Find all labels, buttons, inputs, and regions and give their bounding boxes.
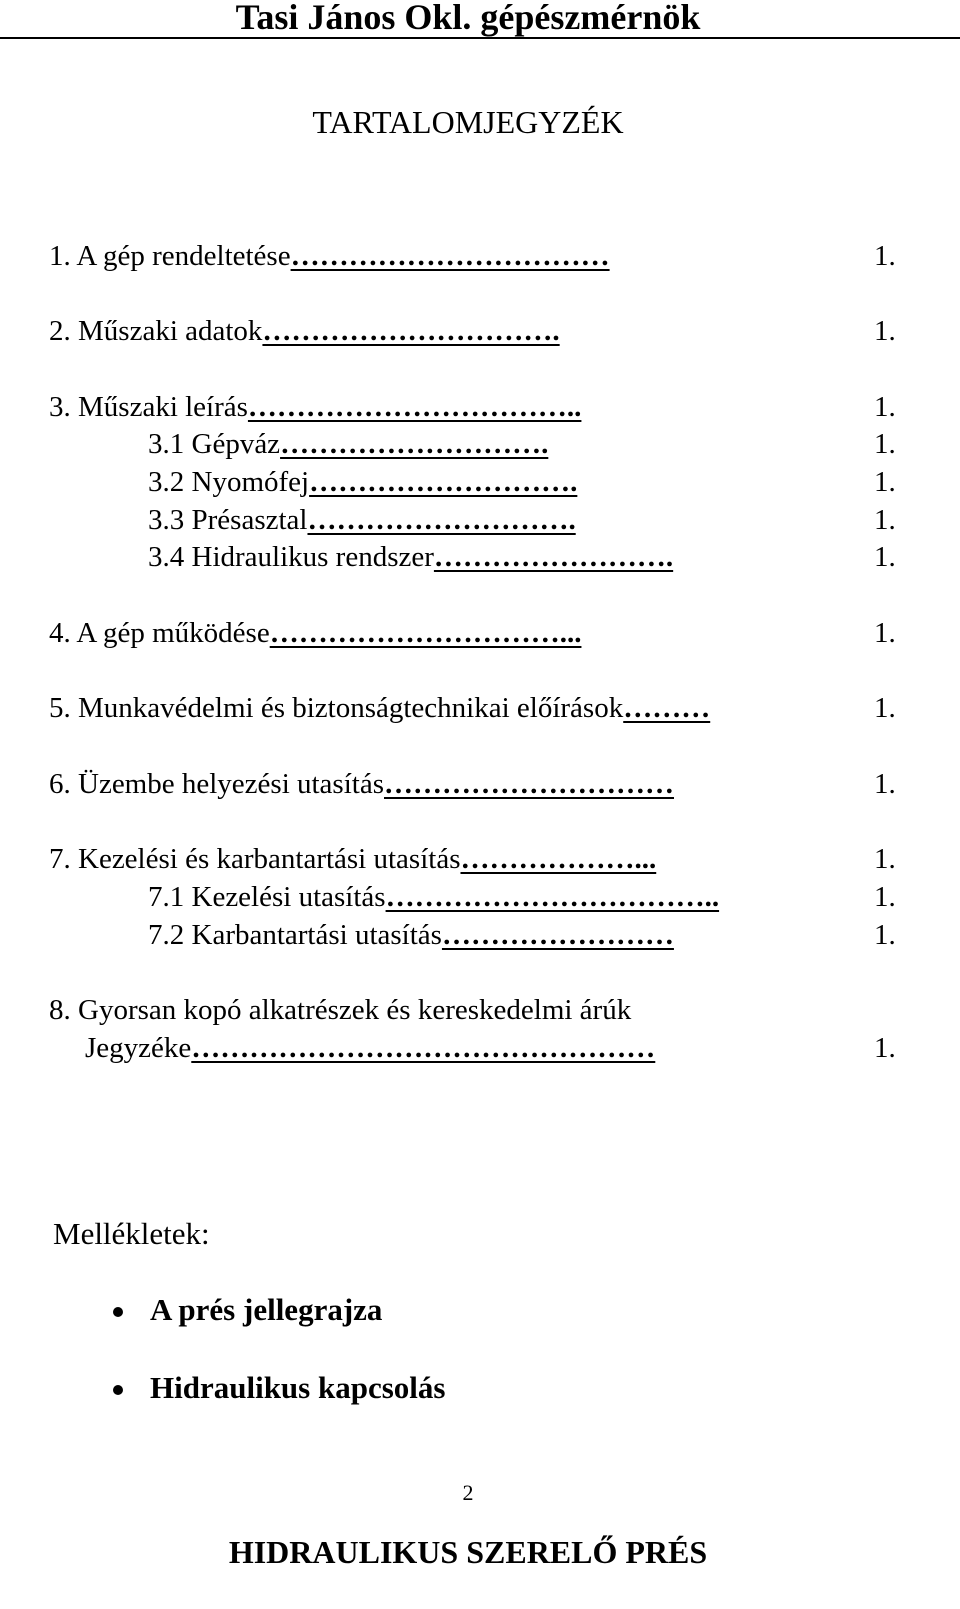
toc-subentry [148,539,673,575]
toc-entry-label: 5. Munkavédelmi és biztonságtechnikai előírások [49,692,624,724]
toc-entry-leader: …………………………….. [247,391,582,423]
toc-entry-page: 1. [874,843,896,875]
attachment-item: A prés jellegrajza [150,1292,383,1327]
toc-entry-page: 1. [874,315,896,347]
toc-entry-leader: …………………… [441,919,674,951]
toc-entry [49,615,581,651]
toc-entry-leader: ……… [623,692,711,724]
toc-entry-leader: ………………... [460,843,657,875]
toc-entry-leader: …………………………….. [385,881,720,913]
toc-entry-page: 1. [874,881,896,913]
page-title: TARTALOMJEGYZÉK [312,104,624,140]
toc-entry-page: 1. [874,617,896,649]
toc-entry-label: Jegyzéke [85,1032,192,1064]
bullet-icon [113,1385,123,1395]
toc-entry-page: 1. [874,919,896,951]
toc-entry-label: 3. Műszaki leírás [49,391,248,423]
toc-entry [49,766,674,802]
toc-entry-label: 3.3 Présasztal [148,504,308,536]
toc-entry [49,238,610,274]
toc-entry-leader: …………………………... [269,617,582,649]
toc-entry-label: 4. A gép működése [49,617,270,649]
footer-title: HIDRAULIKUS SZERELŐ PRÉS [228,1534,708,1570]
toc-entry-continuation [85,1030,655,1066]
toc-entry-label: 2. Műszaki adatok [49,315,263,347]
toc-entry-page: 1. [874,1032,896,1064]
header-author: Tasi János Okl. gépészmérnök [235,0,701,37]
toc-entry-page: 1. [874,240,896,272]
toc-entry-label: 8. Gyorsan kopó alkatrészek és kereskedelmi árúk [49,994,632,1026]
toc-entry-leader: ………………………………………… [191,1032,656,1064]
toc-subentry [148,917,674,953]
toc-entry-leader: …………………………. [262,315,560,347]
toc-entry-page: 1. [874,391,896,423]
toc-entry-page: 1. [874,504,896,536]
toc-entry-leader: ………………………. [280,428,549,460]
toc-entry-page: 1. [874,541,896,573]
toc-entry-page: 1. [874,768,896,800]
toc-entry-leader: ………………………. [307,504,576,536]
toc-subentry [148,426,548,462]
attachment-item: Hidraulikus kapcsolás [150,1370,446,1405]
toc-entry-leader: ………………………… [384,768,674,800]
toc-entry-label: 3.4 Hidraulikus rendszer [148,541,434,573]
toc-entry [49,841,656,877]
toc-subentry [148,879,719,915]
toc-entry-leader: ………………………. [309,466,578,498]
toc-entry [49,313,560,349]
toc-entry [49,690,710,726]
toc-entry-label: 7.2 Karbantartási utasítás [148,919,442,951]
toc-subentry [148,464,577,500]
attachments-heading: Mellékletek: [53,1216,210,1251]
page-number: 2 [462,1480,474,1505]
toc-entry-label: 6. Üzembe helyezési utasítás [49,768,384,800]
toc-entry-label: 3.2 Nyomófej [148,466,310,498]
toc-entry-leader: …………………………… [290,240,610,272]
toc-entry-label: 7.1 Kezelési utasítás [148,881,386,913]
header-divider [0,37,960,39]
toc-entry-page: 1. [874,692,896,724]
toc-entry-label: 7. Kezelési és karbantartási utasítás [49,843,461,875]
toc-subentry [148,502,576,538]
toc-entry [49,389,581,425]
toc-entry-label: 3.1 Gépváz [148,428,281,460]
bullet-icon [113,1307,123,1317]
toc-entry-page: 1. [874,428,896,460]
toc-entry-page: 1. [874,466,896,498]
toc-entry-label: 1. A gép rendeltetése [49,240,291,272]
toc-entry-leader: ……………………. [433,541,674,573]
toc-entry [49,992,631,1028]
